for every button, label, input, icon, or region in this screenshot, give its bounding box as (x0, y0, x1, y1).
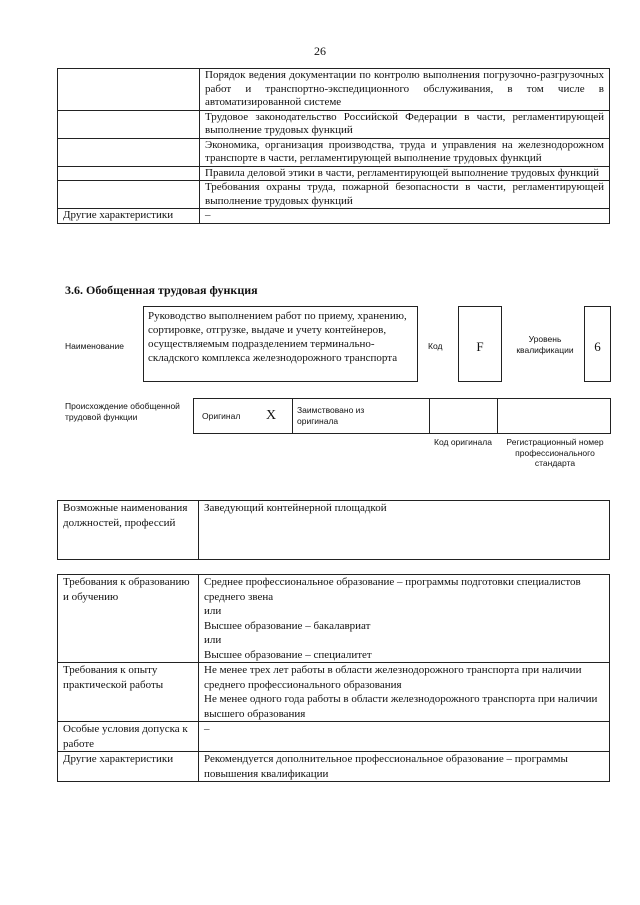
text-line: Не менее трех лет работы в области железнодорожного транспорта при наличии среднего профессионального образования (204, 664, 582, 691)
reg-number-caption: Регистрационный номер профессионального стандарта (506, 437, 604, 468)
positions-table (57, 500, 610, 560)
level-value-box: 6 (584, 306, 611, 382)
table-row (58, 663, 610, 722)
text-line: Среднее профессиональное образование – программы подготовки специалистов среднего звена (204, 576, 581, 603)
knowledge-table (57, 68, 610, 224)
table-row (58, 752, 610, 782)
original-label: Оригинал (202, 411, 241, 421)
other-characteristics-label: Другие характеристики (58, 752, 199, 782)
text-line: Высшее образование – бакалавриат (204, 619, 371, 632)
table-row (58, 166, 610, 181)
code-original-caption: Код оригинала (434, 437, 492, 447)
page-number: 26 (314, 44, 326, 58)
origin-label: Происхождение обобщенной трудовой функции (65, 401, 180, 422)
other-characteristics-value (199, 752, 610, 782)
table-cell-right: Трудовое законодательство Российской Федерации в части, регламентирующей выполнение трудовых функций (200, 110, 610, 138)
borrowed-label: Заимствовано из оригинала (297, 405, 365, 426)
positions-value: Заведующий контейнерной площадкой (199, 501, 610, 560)
special-conditions-label: Особые условия допуска к работе (58, 722, 199, 752)
positions-label: Возможные наименования должностей, профессий (58, 501, 199, 560)
table-row (58, 501, 610, 560)
code-value-box: F (458, 306, 502, 382)
text-line: – (204, 723, 210, 735)
table-cell-left: Другие характеристики (58, 209, 200, 224)
function-name-box: Руководство выполнением работ по приему, хранению, сортировке, отгрузке, выдаче и учету контейнеров, осуществляемым подразделением терминально-складского комплекса железнодорожного транспорта (143, 306, 418, 382)
text-line: Рекомендуется дополнительное профессиональное образование – программы повышения квалификации (204, 753, 568, 780)
divider (497, 398, 498, 434)
table-cell-right: Порядок ведения документации по контролю выполнения погрузочно-разгрузочных работ и транспортно-экспедиционного обслуживания, в том числе в автоматизированной системе (200, 69, 610, 111)
education-label: Требования к образованию и обучению (58, 575, 199, 663)
original-mark: X (266, 408, 277, 423)
table-cell-right: Требования охраны труда, пожарной безопасности в части, регламентирующей выполнение трудовых функций (200, 181, 610, 209)
table-cell-left (58, 166, 200, 181)
experience-value (199, 663, 610, 722)
table-row (58, 575, 610, 663)
education-value (199, 575, 610, 663)
table-row (58, 722, 610, 752)
special-conditions-value (199, 722, 610, 752)
requirements-table (57, 574, 610, 782)
table-cell-left (58, 69, 200, 111)
name-label: Наименование (65, 341, 124, 351)
table-row (58, 181, 610, 209)
text-line: Высшее образование – специалитет (204, 648, 372, 661)
table-row (58, 209, 610, 224)
table-cell-left (58, 110, 200, 138)
table-cell-right: Правила деловой этики в части, регламентирующей выполнение трудовых функций (200, 166, 610, 181)
code-label: Код (428, 341, 443, 351)
section-title: 3.6. Обобщенная трудовая функция (65, 283, 258, 297)
text-line: или (204, 605, 222, 617)
text-line: или (204, 634, 222, 646)
table-row (58, 138, 610, 166)
table-row (58, 69, 610, 111)
text-line: Не менее одного года работы в области железнодорожного транспорта при наличии высшего образования (204, 693, 598, 720)
table-cell-right: Экономика, организация производства, труда и управления на железнодорожном транспорте в части, регламентирующей выполнение трудовых функций (200, 138, 610, 166)
table-cell-right: – (200, 209, 610, 224)
table-cell-left (58, 181, 200, 209)
divider (429, 398, 430, 434)
divider (292, 398, 293, 434)
table-row (58, 110, 610, 138)
table-cell-left (58, 138, 200, 166)
experience-label: Требования к опыту практической работы (58, 663, 199, 722)
level-label: Уровень квалификации (516, 334, 574, 355)
